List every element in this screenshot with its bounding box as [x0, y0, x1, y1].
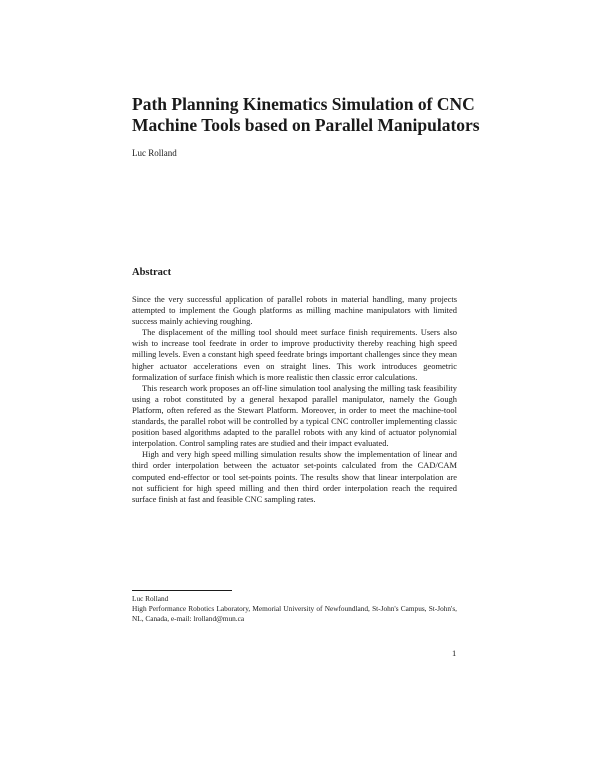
page-number: 1: [452, 648, 457, 658]
abstract-heading: Abstract: [132, 267, 172, 278]
footnote-divider: [132, 590, 232, 591]
author-name: Luc Rolland: [132, 148, 177, 158]
paper-title: [132, 94, 492, 136]
footnote-affiliation: High Performance Robotics Laboratory, Memorial University of Newfoundland, St-John's Campus, St-John's, NL, Canada, e-mail: lrolland@mun.ca: [132, 604, 457, 623]
title-line-1: Path Planning Kinematics Simulation of CNC: [132, 94, 475, 114]
footnote-author: Luc Rolland: [132, 594, 169, 603]
abstract-paragraph-3: This research work proposes an off-line simulation tool analysing the milling task feasibility using a robot constituted by a general hexapod parallel manipulator, namely the Gough Platform, often refered as the Stewart Platform. Moreover, in order to meet the machine-tool standards, the parallel robot will be controlled by a typical CNC controller implementing classic position based algorithms adapted to the parallel robots with any kind of actuator polynomial interpolation. Control sampling rates are studied and their impact evaluated.: [132, 382, 457, 449]
abstract-paragraph-2: The displacement of the milling tool should meet surface finish requirements. Users also wish to increase tool feedrate in order to improve productivity thereby reaching high speed milling levels. Even a constant high speed feedrate brings important challenges since they mean higher actuator accelerations even on straight lines. This work introduces geometric formalization of surface finish which is more realistic then classic error calculations.: [132, 327, 457, 382]
footnote: [132, 594, 457, 624]
abstract-body: [132, 294, 457, 505]
abstract-paragraph-4: High and very high speed milling simulation results show the implementation of linear and third order interpolation between the actuator set-points calculated from the CAD/CAM computed end-effector or tool set-points points. The results show that linear interpolation are not sufficient for high speed milling and then third order interpolation reach the required surface finish at fast and feasible CNC sampling rates.: [132, 449, 457, 504]
abstract-paragraph-1: Since the very successful application of parallel robots in material handling, many projects attempted to implement the Gough platforms as milling machine manipulators with limited success mainly achieving roughing.: [132, 294, 457, 327]
title-line-2: Machine Tools based on Parallel Manipulators: [132, 115, 480, 135]
